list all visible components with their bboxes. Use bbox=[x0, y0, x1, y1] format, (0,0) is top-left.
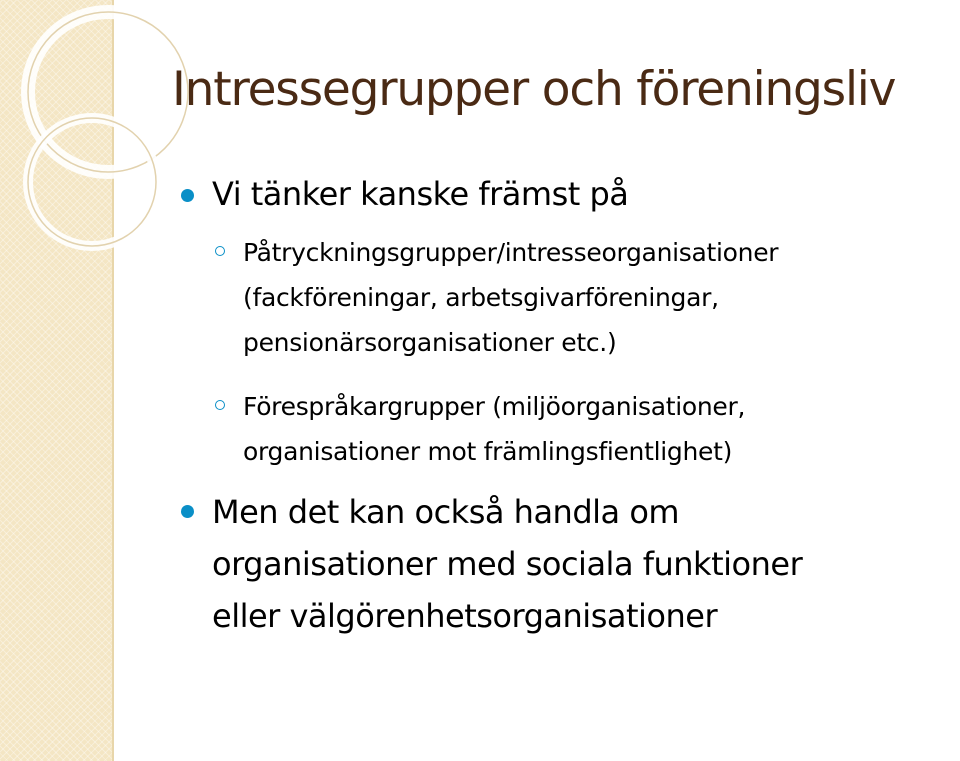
bullet-line: Vi tänker kanske främst på bbox=[212, 175, 629, 213]
bullet-line: Förespråkargrupper (miljöorganisationer, bbox=[243, 392, 746, 421]
sub-bullet-ring-icon bbox=[215, 400, 225, 410]
slide-title: Intressegrupper och föreningsliv bbox=[172, 62, 896, 117]
bullet-line: organisationer med sociala funktioner bbox=[212, 545, 803, 583]
bullet-line: (fackföreningar, arbetsgivarföreningar, bbox=[243, 283, 719, 312]
sub-bullet-item bbox=[243, 230, 778, 365]
bullet-line: Påtryckningsgrupper/intresseorganisationer bbox=[243, 238, 779, 267]
bullet-line: eller välgörenhetsorganisationer bbox=[212, 597, 718, 635]
bullet-line: pensionärsorganisationer etc.) bbox=[243, 328, 617, 357]
decorative-ring-large bbox=[28, 12, 188, 172]
sub-bullet-ring-icon bbox=[215, 246, 225, 256]
bullet-line: Men det kan också handla om bbox=[212, 493, 680, 531]
decorative-rings bbox=[0, 0, 200, 290]
bullet-dot-icon bbox=[181, 505, 194, 518]
decorative-ring-small-outline bbox=[28, 118, 156, 246]
bullet-item bbox=[212, 168, 628, 220]
bullet-line: organisationer mot främlingsfientlighet) bbox=[243, 437, 733, 466]
sub-bullet-item bbox=[243, 384, 745, 474]
bullet-dot-icon bbox=[181, 189, 194, 202]
bullet-item bbox=[212, 486, 802, 642]
